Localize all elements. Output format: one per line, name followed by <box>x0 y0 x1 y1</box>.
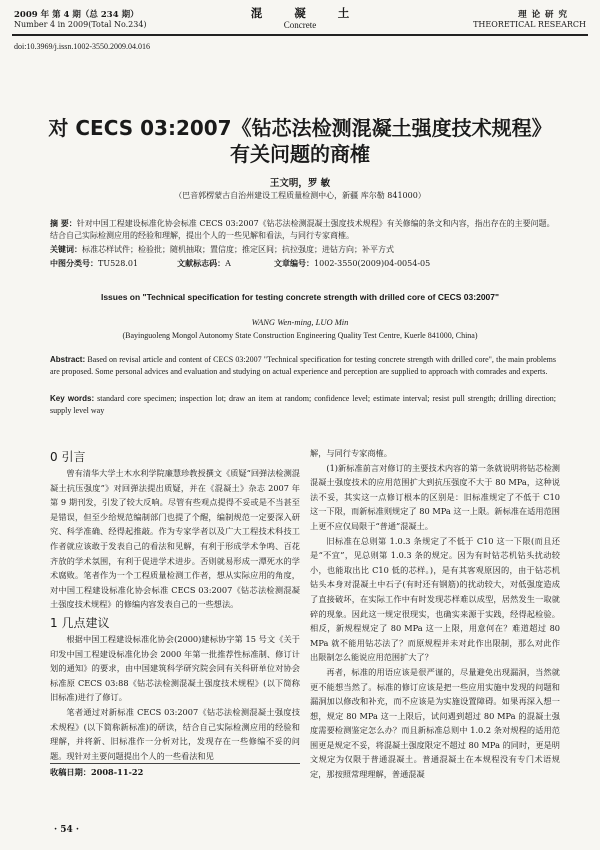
abstract-zh-text: 针对中国工程建设标准化协会标准 CECS 03:2007《钻芯法检测混凝土强度技术规程》有关修编的条文和内容，指出存在的主要问题。结合自己实际检测应用的经验和理解，提出个人的一些见解和看法，与同行专家商榷。 <box>50 219 555 240</box>
received-date: 收稿日期：2008-11-22 <box>50 763 300 780</box>
abstract-en <box>50 354 556 378</box>
section-name-en: THEORETICAL RESEARCH <box>473 20 586 29</box>
doi: doi:10.3969/j.issn.1002-3550.2009.04.016 <box>14 42 151 51</box>
journal-name-zh: 混 凝 土 <box>250 6 364 20</box>
abstract-en-label: Abstract: <box>50 355 86 364</box>
continued-paragraph: 解，与同行专家商榷。 <box>310 448 392 458</box>
paper-title-line1: 对 CECS 03:2007《钻芯法检测混凝土强度技术规程》 <box>48 116 552 140</box>
classification-line <box>50 257 560 270</box>
keywords-zh-label: 关键词： <box>50 244 82 254</box>
article-number-value: 1002-3550(2009)04-0054-05 <box>314 259 431 268</box>
keywords-zh-text: 标准芯样试件；检验批；随机抽取；置信度；推定区间；抗拉强度；进钻方向；补平方式 <box>82 245 394 254</box>
doc-code-label: 文献标志码： <box>177 258 226 268</box>
suggestions-paragraph-2: 笔者通过对新标准 CECS 03:2007《钻芯法检测混凝土强度技术规程》(以下简称新标准)的研读，结合自己实际检测应用的经验和理解，并将新、旧标准作一分析对比，发现存在一些修编不妥的问题。现针对主要问题提出个人的一些看法和见 <box>50 706 300 761</box>
clc-label: 中图分类号： <box>50 258 98 268</box>
affiliation-en: (Bayinguoleng Mongol Autonomy State Construction Engineering Quality Test Centre, Kuerle 841000, China) <box>122 331 478 340</box>
section-heading-suggestions: 1 几点建议 <box>50 615 110 630</box>
section-heading-intro: 0 引言 <box>50 450 86 464</box>
point-1-discussion: 旧标准在总则第 1.0.3 条规定了不低于 C10 这一下限(而且还是“不宜”，见总则第 1.0.3 条的规定。因为有时钻芯机钻头扰动较小，也能取出比 C10 低的芯样。)，是有其客观原因的，由于钻芯机钻头本身对混凝土中石子(有时还有钢筋)的扰动较大，对低强度造成了直接破坏，在实际工作中有时发现芯样难以成型，居然发生一取就碎的现象。因此这一规定很现实，也确实来源于实践，经得起检验。相反，新规程规定了 80 MPa 这一上限，用意何在？难道超过 80 MPa 就不能用钻芯法了？而原规程并未对此作出限制，那么对此作出限制怎么能说应用范围扩大了？ <box>310 535 560 663</box>
body-column-left <box>50 448 300 780</box>
journal-issue-en: Number 4 in 2009(Total No.234) <box>14 20 147 29</box>
paper-title-line2: 有关问题的商榷 <box>230 142 370 166</box>
affiliation: （巴音郭楞蒙古自治州建设工程质量检测中心，新疆 库尔勒 841000） <box>174 191 426 200</box>
abstract-zh-label: 摘 要： <box>50 218 77 228</box>
doc-code-value: A <box>225 259 231 268</box>
keywords-en-label: Key words: <box>50 394 95 403</box>
header-rule <box>12 34 588 36</box>
article-number-label: 文章编号： <box>274 258 315 268</box>
point-1-further: 再者，标准的用语应该是很严谨的，尽量避免出现漏洞，当然就更不能想当然了。标准的修订应该是把一些应用实施中发现的问题和漏洞加以修改和补充，而不应该是为实施设置障碍。如果再深入想一想，规定 80 MPa 这一上限后，试问遇到超过 80 MPa 的混凝土强度需要检测鉴定怎么办？而且新标准总则中 1.0.2 条对规程的适用范围更是规定不妥，将混凝土强度限定不超过 80 MPa 的同时，更是明文规定为仅限于普通混凝土。普通混凝土在本规程没有专门术语规定，那按照常理理解，普通混凝 <box>310 666 560 780</box>
abstract-zh <box>50 217 560 242</box>
page-number: · 54 · <box>54 825 80 835</box>
body-column-right <box>310 446 560 782</box>
suggestions-paragraph-1: 根据中国工程建设标准化协会(2000)建标协字第 15 号文《关于印发中国工程建设标准化协会 2000 年第一批推荐性标准制、修订计划的通知》的要求，由中国建筑科学研究院会同有关科研单位对协会标准原 CECS 03:88《钻芯法检测混凝土强度技术规程》(以下简称旧标准)进行了修订。 <box>50 633 300 703</box>
journal-name-en: Concrete <box>283 20 317 30</box>
abstract-en-text: Based on revisal article and content of CECS 03:2007 "Technical specification for testing concrete strength with drilled core", the main problems are proposed. Some personal advices and evaluation and studying on actual experience and perception are supplied to approach with comrades and experts. <box>50 355 557 376</box>
clc-value: TU528.01 <box>98 259 139 268</box>
keywords-en-text: standard core specimen; inspection lot; draw an item at random; confidence level; estimate interval; resist pull strength; drilling direction; supply level way <box>50 394 557 415</box>
intro-paragraph: 曾有清华大学土木水利学院廉慧珍教授撰文《质疑“回弹法检测混凝土抗压强度”》对回弹法提出质疑，并在《混凝土》杂志 2007 年第 9 期刊发，引发了较大反响。尽管有些观点提得不妥或是不当甚至是错误，但至少给规范编制部门也提了个醒，编制规范一定要深入研究、科学准确、经得起推敲。作为专家学者以及广大工程技术科技工作者就应该敢于发表自己的看法和见解，有利于形成学术争鸣、百花齐放的学术氛围，有利于促进学术进步。否则就易形成一潭死水的学术腐败。笔者作为一个工程质量检测工作者，想从实际应用的角度，对中国工程建设标准化协会标准 CECS 03:2007《钻芯法检测混凝土强度技术规程》的修编内容发表自己的一些想法。 <box>50 468 300 610</box>
authors-en: WANG Wen-ming, LUO Min <box>251 317 349 327</box>
section-name-zh: 理 论 研 究 <box>518 10 568 20</box>
keywords-zh <box>50 243 560 256</box>
point-1-paragraph: (1)新标准前言对修订的主要技术内容的第一条就说明将钻芯检测混凝土强度技术的应用范围扩大到抗压强度不大于 80 MPa，这种说法不妥，其实这一点修订根本的区别是：旧标准规定了不低于 C10 这一下限，而新标准则规定了 80 MPa 这一上限。新标准在适用范围上更不应仅局限于“普通”混凝土。 <box>310 462 560 531</box>
keywords-en <box>50 393 556 417</box>
journal-issue-zh: 2009 年 第 4 期（总 234 期） <box>14 10 139 20</box>
paper-title-en: Issues on "Technical specification for testing concrete strength with drilled core of CECS 03:2007" <box>100 292 500 302</box>
authors: 王文明，罗 敏 <box>269 178 331 189</box>
